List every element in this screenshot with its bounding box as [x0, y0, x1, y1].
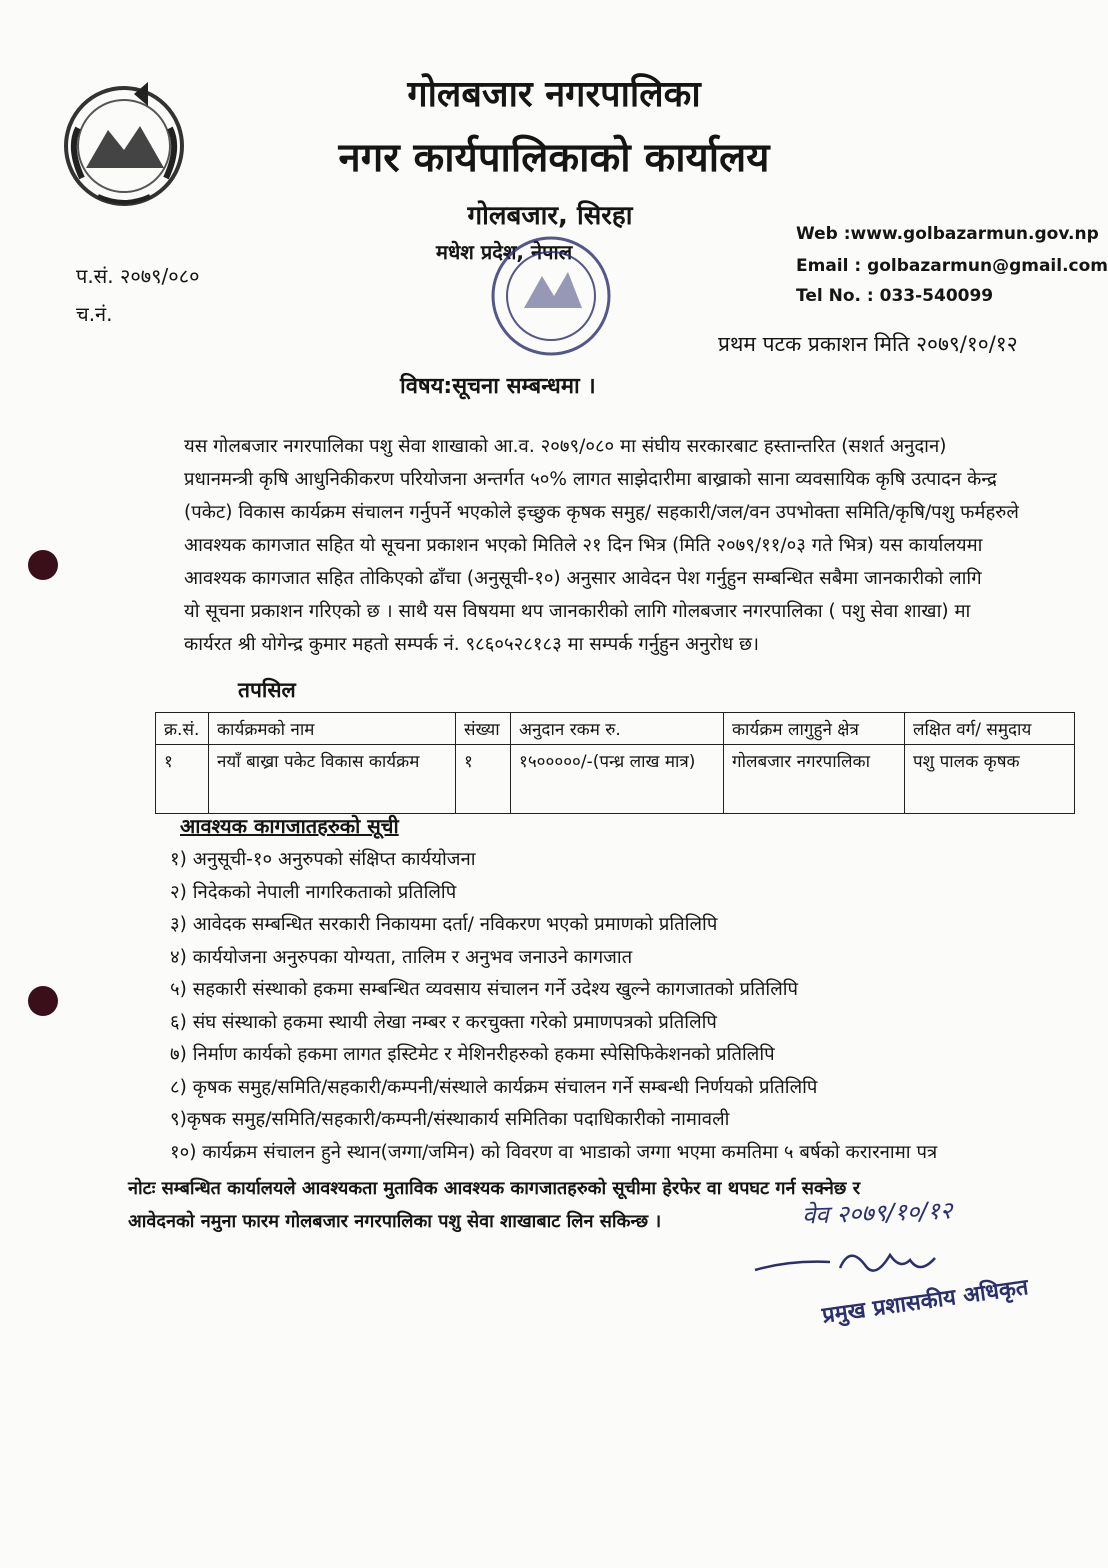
list-item: ९)कृषक समुह/समिति/सहकारी/कम्पनी/संस्थाकार्य समितिका पदाधिकारीको नामावली: [170, 1109, 730, 1130]
body-line: (पकेट) विकास कार्यक्रम संचालन गर्नुपर्ने भएकोले इच्छुक कृषक समुह/ सहकारी/जल/वन उपभोक्ता समिति/कृषि/पशु फर्महरुले: [184, 502, 1019, 523]
office-name: नगर कार्यपालिकाको कार्यालय: [338, 135, 770, 181]
punch-hole: [28, 550, 58, 580]
notice-subject: विषय:सूचना सम्बन्धमा ।: [400, 374, 596, 399]
table-header-row: [156, 713, 1075, 745]
col-header-sn: क्र.सं.: [156, 713, 209, 745]
office-location: गोलबजार, सिरहा: [467, 201, 633, 231]
municipality-name: गोलबजार नगरपालिका: [407, 74, 701, 115]
handwritten-date: वेव २०७९/१०/१२: [801, 1196, 953, 1230]
cell-amount: १५०००००/-(पन्ध्र लाख मात्र): [511, 745, 724, 814]
list-item: २) निदेकको नेपाली नागरिकताको प्रतिलिपि: [170, 881, 457, 903]
office-province: मधेश प्रदेश, नेपाल: [436, 240, 573, 264]
list-item: ४) कार्ययोजना अनुरुपका योग्यता, तालिम र अनुभव जनाउने कागजात: [170, 946, 633, 968]
signature: [750, 1240, 950, 1290]
dispatch-number: च.नं.: [76, 302, 113, 326]
body-line: आवश्यक कागजात सहित यो सूचना प्रकाशन भएको मितिले २१ दिन भित्र (मिति २०७९/११/०३ गते भित्र) यस कार्यालयमा: [184, 535, 983, 556]
list-item: १०) कार्यक्रम संचालन हुने स्थान(जग्गा/जमिन) को विवरण वा भाडाको जग्गा भएमा कमतिमा ५ बर्षको करारनामा पत्र: [170, 1141, 938, 1163]
body-line: यो सूचना प्रकाशन गरिएको छ । साथै यस विषयमा थप जानकारीको लागि गोलबजार नगरपालिका ( पशु सेवा शाखा) मा: [184, 601, 971, 622]
table-row: [156, 745, 1075, 814]
body-line: प्रधानमन्त्री कृषि आधुनिकीकरण परियोजना अन्तर्गत ५०% लागत साझेदारीमा बाख्राको साना व्यवसायिक कृषि उत्पादन केन्द्र: [184, 469, 997, 490]
body-line: यस गोलबजार नगरपालिका पशु सेवा शाखाको आ.व. २०७९/०८० मा संघीय सरकारबाट हस्तान्तरित (सशर्त अनुदान): [184, 436, 947, 457]
reference-number: प.सं. २०७९/०८०: [76, 264, 200, 288]
col-header-target: लक्षित वर्ग/ समुदाय: [905, 713, 1075, 745]
body-line: आवश्यक कागजात सहित तोकिएको ढाँचा (अनुसूची-१०) अनुसार आवेदन पेश गर्नुहुन सम्बन्धित सबैमा जानकारीको लागि: [184, 568, 982, 589]
list-item: ५) सहकारी संस्थाको हकमा सम्बन्धित व्यवसाय संचालन गर्ने उदेश्य खुल्ने कागजातको प्रतिलिपि: [170, 979, 799, 1000]
office-seal-stamp: [482, 226, 620, 366]
email: Email : golbazarmun@gmail.com: [796, 256, 1108, 276]
notice-body: [184, 430, 1080, 661]
col-header-program: कार्यक्रमको नाम: [209, 713, 456, 745]
col-header-amount: अनुदान रकम रु.: [511, 713, 724, 745]
col-header-area: कार्यक्रम लागुहुने क्षेत्र: [724, 713, 905, 745]
documents-heading: आवश्यक कागजातहरुको सूची: [180, 814, 399, 838]
cell-sn: १: [156, 745, 209, 814]
list-item: ८) कृषक समुह/समिति/सहकारी/कम्पनी/संस्थाले कार्यक्रम संचालन गर्ने सम्बन्धी निर्णयको प्रतिलिपि: [170, 1076, 818, 1098]
program-table: [155, 712, 1075, 814]
list-item: ३) आवेदक सम्बन्धित सरकारी निकायमा दर्ता/ नविकरण भएको प्रमाणको प्रतिलिपि: [170, 914, 718, 935]
list-item: १) अनुसूची-१० अनुरुपको संक्षिप्त कार्ययोजना: [170, 849, 476, 870]
website: Web :www.golbazarmun.gov.np: [796, 224, 1099, 244]
signatory-designation: प्रमुख प्रशासकीय अधिकृत: [820, 1275, 1030, 1329]
list-item: ७) निर्माण कार्यको हकमा लागत इस्टिमेट र मेशिनरीहरुको हकमा स्पेसिफिकेशनको प्रतिलिपि: [170, 1044, 775, 1065]
note-line: आवेदनको नमुना फारम गोलबजार नगरपालिका पशु सेवा शाखाबाट लिन सकिन्छ ।: [128, 1211, 662, 1232]
cell-count: १: [456, 745, 511, 814]
documents-list: [170, 844, 937, 1169]
note-line: नोटः सम्बन्धित कार्यालयले आवश्यकता मुताविक आवश्यक कागजातहरुको सूचीमा हेरफेर वा थपघट गर्न सक्नेछ र: [128, 1178, 861, 1199]
col-header-count: संख्या: [456, 713, 511, 745]
note-section: [128, 1172, 860, 1238]
details-heading: तपसिल: [238, 678, 296, 702]
list-item: ६) संघ संस्थाको हकमा स्थायी लेखा नम्बर र करचुक्ता गरेको प्रमाणपत्रको प्रतिलिपि: [170, 1011, 717, 1033]
body-line: कार्यरत श्री योगेन्द्र कुमार महतो सम्पर्क नं. ९८६०५२८१८३ मा सम्पर्क गर्नुहुन अनुरोध छ।: [184, 634, 759, 655]
cell-program: नयाँ बाख्रा पकेट विकास कार्यक्रम: [209, 745, 456, 814]
cell-target: पशु पालक कृषक: [905, 745, 1075, 814]
cell-area: गोलबजार नगरपालिका: [724, 745, 905, 814]
publish-date: प्रथम पटक प्रकाशन मिति २०७९/१०/१२: [718, 332, 1018, 356]
punch-hole: [28, 986, 58, 1016]
telephone: Tel No. : 033-540099: [796, 286, 994, 306]
